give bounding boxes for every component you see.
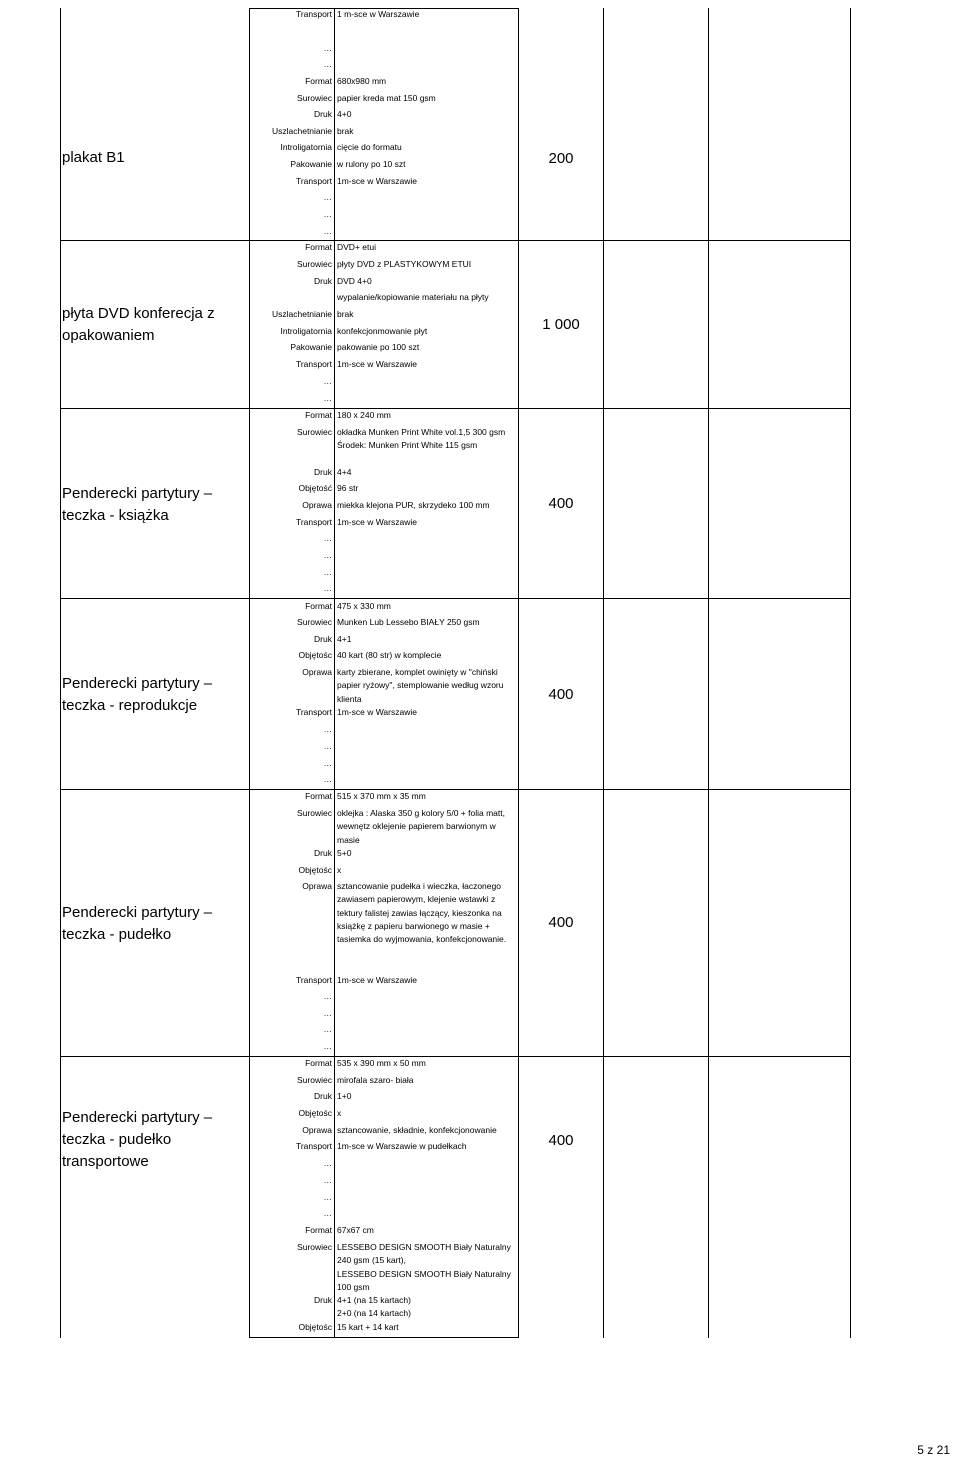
page-number: 5 z 21 — [917, 1443, 950, 1457]
spec-label: Oprawa — [302, 500, 332, 510]
group-name: plakat B1 — [62, 149, 125, 166]
table-border-left — [60, 8, 61, 1338]
spec-label: … — [323, 1192, 332, 1202]
spec-label: Objętość — [298, 483, 332, 493]
spec-value: 1m-sce w Warszawie — [337, 707, 417, 717]
group-quantity: 200 — [548, 150, 574, 167]
spec-label: Format — [305, 1058, 332, 1068]
spec-label: Druk — [314, 276, 332, 286]
spec-label: Format — [305, 76, 332, 86]
spec-label: … — [323, 550, 332, 560]
spec-label: Druk — [314, 109, 332, 119]
spec-label: … — [323, 59, 332, 69]
spec-value: 1m-sce w Warszawie — [337, 517, 417, 527]
spec-label: … — [323, 1175, 332, 1185]
group-name: Penderecki partytury – teczka - reprodukcje — [62, 675, 213, 714]
spec-label: Druk — [314, 1091, 332, 1101]
spec-label: Transport — [295, 707, 332, 717]
spec-label: Transport — [295, 1141, 332, 1151]
table-border-right — [850, 8, 851, 1338]
spec-label: … — [323, 567, 332, 577]
spec-label: Surowiec — [297, 808, 332, 818]
spec-value: 180 x 240 mm — [337, 410, 391, 420]
spec-value: 1m-sce w Warszawie w pudełkach — [337, 1141, 467, 1151]
spec-value: sztancowanie, składnie, konfekcjonowanie — [337, 1125, 497, 1135]
group-name: płyta DVD konferecja z opakowaniem — [62, 305, 215, 344]
spec-label: Oprawa — [302, 881, 332, 891]
table-border-label-right — [334, 8, 335, 1338]
spec-label: Pakowanie — [290, 342, 332, 352]
spec-label: Format — [305, 791, 332, 801]
spec-label: Transport — [295, 517, 332, 527]
spec-value: 1m-sce w Warszawie — [337, 359, 417, 369]
group-quantity: 400 — [548, 914, 574, 931]
spec-value: okładka Munken Print White vol.1,5 300 gsm Środek: Munken Print White 115 gsm — [337, 427, 506, 451]
group-separator — [60, 598, 851, 599]
spec-value: 1m-sce w Warszawie — [337, 176, 417, 186]
spec-label: Uszlachetnianie — [271, 309, 332, 319]
spec-label: Format — [305, 242, 332, 252]
spec-label: … — [323, 724, 332, 734]
spec-value: DVD+ etui — [337, 242, 376, 252]
spec-label: … — [323, 991, 332, 1001]
spec-label: Druk — [314, 848, 332, 858]
spec-value: w rulony po 10 szt — [337, 159, 406, 169]
spec-label: Druk — [314, 467, 332, 477]
spec-value: Munken Lub Lessebo BIAŁY 250 gsm — [337, 617, 480, 627]
spec-label: Introligatornia — [280, 326, 332, 336]
spec-value: 40 kart (80 str) w komplecie — [337, 650, 442, 660]
spec-label: … — [323, 226, 332, 236]
spec-value: wypalanie/kopiowanie materiału na płyty — [337, 292, 489, 302]
spec-label: Format — [305, 601, 332, 611]
spec-label: Surowiec — [297, 1242, 332, 1252]
spec-value: 515 x 370 mm x 35 mm — [337, 791, 426, 801]
spec-value: x — [337, 1108, 342, 1118]
spec-value: płyty DVD z PLASTYKOWYM ETUI — [337, 259, 472, 269]
spec-value: brak — [337, 126, 354, 136]
spec-value: 1+0 — [337, 1091, 352, 1101]
spec-label: Surowiec — [297, 427, 332, 437]
group-name: Penderecki partytury – teczka - pudełko — [62, 904, 213, 943]
spec-label: Objętośc — [298, 1322, 332, 1332]
spec-value: DVD 4+0 — [337, 276, 372, 286]
spec-label: … — [323, 393, 332, 403]
spec-label: … — [323, 1158, 332, 1168]
spec-label: Surowiec — [297, 1075, 332, 1085]
spec-value: 96 str — [337, 483, 359, 493]
spec-label: Objętośc — [298, 865, 332, 875]
group-name: Penderecki partytury – teczka - pudełko transportowe — [62, 1109, 213, 1170]
spec-label: Druk — [314, 1295, 332, 1305]
spec-label: Druk — [314, 634, 332, 644]
spec-value: cięcie do formatu — [337, 142, 402, 152]
spec-value: 4+4 — [337, 467, 352, 477]
spec-label: … — [323, 533, 332, 543]
table-border-col-6 — [708, 8, 709, 1338]
spec-value: 535 x 390 mm x 50 mm — [337, 1058, 426, 1068]
spec-label: … — [323, 376, 332, 386]
spec-value: mirofala szaro- biała — [337, 1075, 414, 1085]
spec-value: 4+0 — [337, 109, 352, 119]
spec-label: … — [323, 1041, 332, 1051]
spec-label: Transport — [295, 359, 332, 369]
spec-value: miekka klejona PUR, skrzydeko 100 mm — [337, 500, 490, 510]
spec-label: … — [323, 774, 332, 784]
spec-value: 4+1 — [337, 634, 352, 644]
spec-value: pakowanie po 100 szt — [337, 342, 420, 352]
spec-value: konfekcjonmowanie płyt — [337, 326, 428, 336]
spec-label: Surowiec — [297, 617, 332, 627]
spec-value: 1 m-sce w Warszawie — [337, 9, 420, 19]
spec-label: … — [323, 1008, 332, 1018]
spec-value: papier kreda mat 150 gsm — [337, 93, 436, 103]
spec-label: … — [323, 209, 332, 219]
spec-value: sztancowanie pudełka i wieczka, łaczonego zawiasem papierowym, klejenie wstawki z tektury falistej zawias łączący, kieszonka na książkę z papieru barwionego w masie + tasiemka do wyjmowania, konfekcjonowanie. — [337, 881, 507, 945]
group-quantity: 1 000 — [542, 316, 580, 333]
spec-value: x — [337, 865, 342, 875]
spec-value: 5+0 — [337, 848, 352, 858]
group-quantity: 400 — [548, 495, 574, 512]
spec-value: 15 kart + 14 kart — [337, 1322, 399, 1332]
spec-value: LESSEBO DESIGN SMOOTH Biały Naturalny 240 gsm (15 kart), LESSEBO DESIGN SMOOTH Biały Naturalny 100 gsm — [337, 1242, 511, 1292]
spec-value: oklejka : Alaska 350 g kolory 5/0 + folia matt, wewnętz oklejenie papierem barwionym w masie — [337, 808, 505, 845]
spec-label: Oprawa — [302, 1125, 332, 1135]
spec-value: 680x980 mm — [337, 76, 387, 86]
spec-label: Surowiec — [297, 93, 332, 103]
group-name: Penderecki partytury – teczka - książka — [62, 485, 213, 524]
spec-label: … — [323, 758, 332, 768]
spec-label: Uszlachetnianie — [271, 126, 332, 136]
spec-value: 1m-sce w Warszawie — [337, 975, 417, 985]
spec-value: 67x67 cm — [337, 1225, 374, 1235]
spec-value: 475 x 330 mm — [337, 601, 391, 611]
spec-label: … — [323, 583, 332, 593]
table-border-value-right — [518, 8, 519, 1338]
spec-label: Oprawa — [302, 667, 332, 677]
spec-label: Pakowanie — [290, 159, 332, 169]
spec-label: Objętośc — [298, 1108, 332, 1118]
spec-label: Transport — [295, 9, 332, 19]
spec-label: … — [323, 1208, 332, 1218]
spec-value: brak — [337, 309, 354, 319]
spec-label: Surowiec — [297, 259, 332, 269]
table-border-qty-right — [603, 8, 604, 1338]
spec-label: Transport — [295, 176, 332, 186]
spec-label: … — [323, 43, 332, 53]
spec-label: Objętośc — [298, 650, 332, 660]
spec-label: … — [323, 741, 332, 751]
spec-label: … — [323, 1024, 332, 1034]
group-quantity: 400 — [548, 1132, 574, 1149]
spec-label: Transport — [295, 975, 332, 985]
spec-value: 4+1 (na 15 kartach) 2+0 (na 14 kartach) — [337, 1295, 411, 1319]
spec-label: Format — [305, 410, 332, 420]
group-quantity: 400 — [548, 686, 574, 703]
table-border-bottom — [249, 1337, 519, 1338]
spec-label: Introligatornia — [280, 142, 332, 152]
spec-label: … — [323, 192, 332, 202]
spec-value: karty zbierane, komplet owinięty w "chiński papier ryżowy", stemplowanie według wzoru klienta — [337, 667, 504, 704]
spec-label: Format — [305, 1225, 332, 1235]
